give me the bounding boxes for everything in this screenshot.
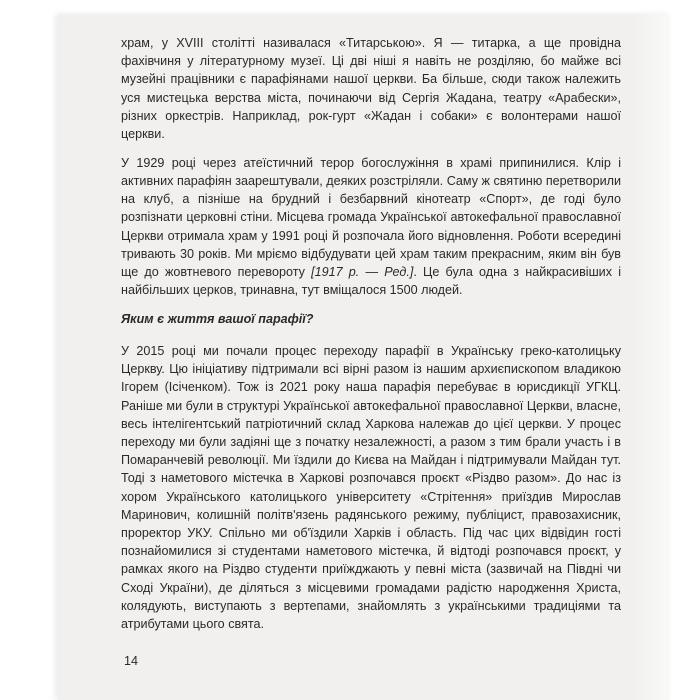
page-number: 14 (124, 654, 139, 668)
paragraph-1: храм, у XVIII столітті називалася «Титарською». Я — титарка, а ще провідна фахівчиня у літературному музеї. Ці дві ніші я навіть не розділяю, бо майже всі музейні працівники є парафіянами нашої церкви. Ба більше, сюди також належить уся мистецька верства міста, починаючи від Сергія Жадана, театру «Арабески», різних оркестрів. Наприклад, рок-гурт «Жадан і собаки» є волонтерами нашої церкви. (121, 36, 621, 142)
paragraph-3: У 2015 році ми почали процес переходу парафії в Українську греко-католицьку Церкву. Цю ініціативу підтримали всі вірні разом із нашим архиєпископом владикою Ігорем (Ісіченком). Тож із 2021 року наша парафія перебуває в юрисдикції УГКЦ. Раніше ми були в структурі Української автокефальної православної Церкви, власне, весь інтелігентський патріотичний склад Харкова належав до цієї церкви. У процес переходу ми були задіяні ще з початку незалежності, а разом з тим брали участь і в Помаранчевій революції. Ми їздили до Києва на Майдан і підтримували Майдан тут. Тоді з наметового містечка в Харкові розпочався проєкт «Різдво разом». До нас із хором Українського католицького університету «Стрітення» приїздив Мирослав Маринович, колишній політв'язень радянського режиму, публіцист, правозахисник, проректор УКУ. Спільно ми об'їздили Харків і область. Під час цих відвідин гості познайомилися зі студентами наметового містечка, й відтоді розпочався проєкт, у рамках якого на Різдво студенти приїжджають у певні міста (зазвичай на Півдні чи Сході України), де діляться з місцевими громадами радістю народження Христа, колядують, виступають з вертепами, знайомлять з українськими традиціями та атрибутами цього свята. (121, 344, 621, 632)
interview-question: Яким є життя вашої парафії? (121, 311, 314, 326)
body-text (121, 34, 621, 644)
paragraph-2-main: У 1929 році через атеїстичний терор богослужіння в храмі припинилися. Клір і активних парафіян заарештували, деяких розстріляли. Саму ж святиню перетворили на клуб, а пізніше на брудний і безбарвний кінотеатр «Спорт», де годі було розпізнати церковні стіни. Місцева громада Української автокефальної православної Церкви отримала храм у 1991 році й розпочала його відновлення. Роботи всередині тривають 30 років. Ми мріємо відбудувати цей храм таким прекрасним, яким він був ще до жовтневого перевороту (121, 155, 621, 279)
paragraph-2 (121, 154, 621, 300)
editor-note: [1917 р. — Ред.] (311, 264, 414, 279)
paragraph-2-end: . Це була одна з найкрасивіших і найбільших церков, тринавна, тут вміщалося 1500 людей. (121, 264, 621, 298)
book-page (58, 14, 670, 700)
